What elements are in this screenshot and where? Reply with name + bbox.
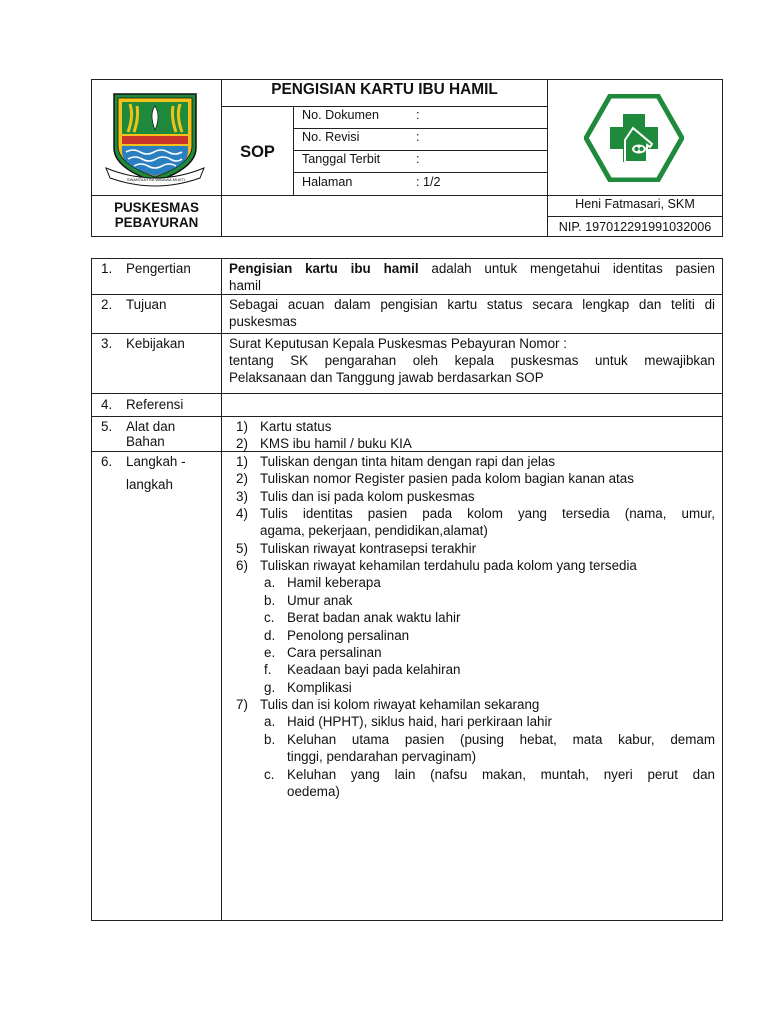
pengertian-line: hamil <box>229 278 261 293</box>
substep-text: Hamil keberapa <box>287 575 381 590</box>
kebijakan-line: tentang SK pengarahan oleh kepala puskesmas untuk mewajibkan <box>229 353 715 368</box>
org-name: PEBAYURAN <box>114 215 199 230</box>
step-number: 4) <box>236 506 248 521</box>
row-label: Tujuan <box>126 297 167 312</box>
substep-text: Komplikasi <box>287 680 352 695</box>
substep-letter: f. <box>264 662 272 677</box>
doc-field-value: : <box>416 130 420 144</box>
pengertian-rest: adalah untuk mengetahui identitas pasien <box>431 261 715 276</box>
substep-text: Penolong persalinan <box>287 628 410 643</box>
row-number: 5. <box>101 419 113 434</box>
step-text: Tuliskan riwayat kehamilan terdahulu pada kolom yang tersedia <box>260 558 637 573</box>
substep-text: Keluhan yang lain (nafsu makan, muntah, nyeri perut dan <box>287 767 715 782</box>
step-text: Tuliskan nomor Register pasien pada kolom bagian kanan atas <box>260 471 634 486</box>
substep-text: tinggi, pendarahan pervaginam) <box>287 749 477 764</box>
step-text: Tulis dan isi pada kolom puskesmas <box>260 489 475 504</box>
step-text: Tulis dan isi kolom riwayat kehamilan sekarang <box>260 697 540 712</box>
substep-letter: c. <box>264 767 275 782</box>
logo-motto: SWANTANTRA WIBAWA MUKTI <box>126 177 186 182</box>
row-label: Pengertian <box>126 261 191 276</box>
substep-letter: c. <box>264 610 275 625</box>
row-number: 2. <box>101 297 113 312</box>
step-number: 5) <box>236 541 248 556</box>
step-text: Tuliskan dengan tinta hitam dengan rapi dan jelas <box>260 454 556 469</box>
step-number: 2) <box>236 471 248 486</box>
sop-label: SOP <box>240 143 275 161</box>
kebijakan-line: Pelaksanaan dan Tanggung jawab berdasarkan SOP <box>229 370 544 385</box>
sop-title: PENGISIAN KARTU IBU HAMIL <box>271 81 498 98</box>
substep-text: Cara persalinan <box>287 645 382 660</box>
substep-text: Berat badan anak waktu lahir <box>287 610 461 625</box>
row-label: Bahan <box>126 434 165 449</box>
pengertian-line <box>229 260 715 277</box>
signer-name: Heni Fatmasari, SKM <box>575 197 695 211</box>
doc-field-label: Tanggal Terbit <box>302 152 381 166</box>
row-label: langkah <box>126 477 173 492</box>
row-number: 6. <box>101 454 113 469</box>
list-number: 1) <box>236 419 248 434</box>
list-item: Kartu status <box>260 419 332 434</box>
substep-letter: d. <box>264 628 276 643</box>
step-number: 1) <box>236 454 248 469</box>
doc-field-value: : <box>416 108 420 122</box>
substep-text: Keluhan utama pasien (pusing hebat, mata kabur, demam <box>287 732 715 747</box>
tujuan-line: puskesmas <box>229 314 297 329</box>
substep-letter: a. <box>264 575 276 590</box>
doc-field-label: Halaman <box>302 175 353 189</box>
step-text: Tulis identitas pasien pada kolom yang tersedia (nama, umur, <box>260 506 715 521</box>
substep-text: Umur anak <box>287 593 353 608</box>
list-number: 2) <box>236 436 248 451</box>
step-number: 6) <box>236 558 248 573</box>
step-number: 7) <box>236 697 248 712</box>
row-label: Referensi <box>126 397 184 412</box>
substep-letter: g. <box>264 680 276 695</box>
signer-nip: NIP. 197012291991032006 <box>558 220 712 234</box>
doc-field-value: : <box>416 152 420 166</box>
substep-letter: e. <box>264 645 276 660</box>
doc-field-value: : 1/2 <box>416 175 441 189</box>
row-number: 3. <box>101 336 113 351</box>
row-label: Kebijakan <box>126 336 185 351</box>
row-number: 4. <box>101 397 113 412</box>
step-text: Tuliskan riwayat kontrasepsi terakhir <box>260 541 477 556</box>
list-item: KMS ibu hamil / buku KIA <box>260 436 412 451</box>
row-label: Alat dan <box>126 419 176 434</box>
substep-text: oedema) <box>287 784 340 799</box>
substep-letter: b. <box>264 732 276 747</box>
row-number: 1. <box>101 261 113 276</box>
substep-letter: b. <box>264 593 276 608</box>
regency-emblem-logo <box>104 88 206 188</box>
substep-text: Haid (HPHT), siklus haid, hari perkiraan lahir <box>287 714 552 729</box>
pengertian-lead: Pengisian kartu ibu hamil <box>229 261 419 276</box>
kebijakan-line: Surat Keputusan Kepala Puskesmas Pebayuran Nomor : <box>229 336 567 351</box>
step-number: 3) <box>236 489 248 504</box>
substep-text: Keadaan bayi pada kelahiran <box>287 662 461 677</box>
doc-field-label: No. Revisi <box>302 130 360 144</box>
tujuan-line: Sebagai acuan dalam pengisian kartu status secara lengkap dan teliti di <box>229 297 715 312</box>
doc-field-label: No. Dokumen <box>302 108 379 122</box>
step-text: agama, pekerjaan, pendidikan,alamat) <box>260 523 488 538</box>
substep-letter: a. <box>264 714 276 729</box>
puskesmas-logo <box>584 94 684 182</box>
row-label: Langkah - <box>126 454 186 469</box>
org-name: PUSKESMAS <box>114 200 199 215</box>
